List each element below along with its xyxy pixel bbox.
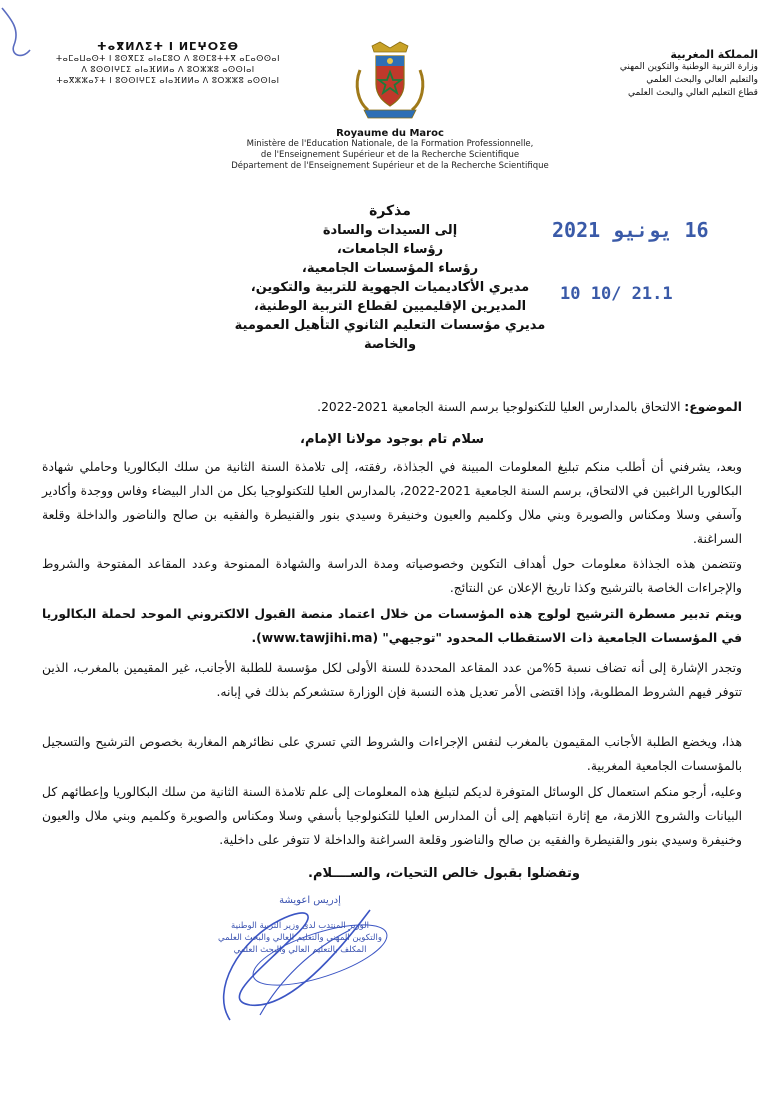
tifinagh-line-1: ⵜⴰⵎⴰⵡⴰⵙⵜ ⵏ ⵓⵙⴳⵎⵉ ⴰⵏⴰⵎⵓⵔ ⴷ ⵓⵙⵎⵓⵜⵜⴳ ⴰⵎⴰⵙⵙⴰⵏ	[56, 54, 280, 63]
coat-of-arms-icon	[352, 40, 428, 124]
recipient-line: مديري الأكاديميات الجهوية للتربية والتكوين،	[250, 280, 530, 295]
recipient-line: إلى السيدات والسادة	[322, 223, 458, 238]
closing-line: وتفضلوا بقبول خالص التحيات، والســــلام.	[308, 866, 580, 881]
signatory-name: إدريس اعويشة	[279, 895, 341, 906]
arabic-kingdom-title: المملكة المغربية	[670, 48, 758, 61]
memo-title: مذكرة	[369, 203, 411, 219]
reference-number-stamp: 10 10/ 21.1	[560, 284, 673, 304]
paragraph-2: وتتضمن هذه الجذاذة معلومات حول أهداف التكوين وخصوصياته ومدة الدراسة والشهادة الممنوحة وعدد المقاعد المفتوحة والشروط والإجراءات الخاصة بالترشيح وكذا تاريخ الإعلان عن النتائج.	[42, 557, 742, 595]
date-stamp: 16 يونيو 2021	[552, 218, 709, 242]
french-ministry-line-2: de l'Enseignement Supérieur et de la Recherche Scientifique	[260, 150, 520, 160]
subject-text: الالتحاق بالمدارس العليا للتكنولوجيا برسم السنة الجامعية 2021-2022.	[317, 400, 685, 414]
subject-line	[42, 395, 742, 419]
recipient-line: رؤساء المؤسسات الجامعية،	[301, 261, 479, 276]
signature-stamp-line: الوزير المنتدب لدى وزير التربية الوطنية	[231, 921, 369, 931]
tifinagh-line-2: ⴷ ⵓⵙⵙⵏⵖⵎⵉ ⴰⵏⴰⴼⵍⵍⴰ ⴷ ⵓⵔⵣⵣⵓ ⴰⵙⵙⵏⴰⵏ	[81, 65, 255, 74]
signature-stamp	[175, 920, 425, 956]
greeting: سلام تام بوجود مولانا الإمام،	[300, 432, 484, 447]
arabic-ministry-line-1: وزارة التربية الوطنية والتكوين المهني	[619, 62, 758, 72]
recipient-line: مديري مؤسسات التعليم الثانوي التأهيل العمومية والخاصة	[234, 318, 546, 352]
tifinagh-header	[18, 20, 318, 86]
paragraph-4: وتجدر الإشارة إلى أنه تضاف نسبة 5%من عدد المقاعد المحددة للسنة الأولى لكل مؤسسة للطلبة الأجانب، غير المقيمين بالمغرب، الذين تتوفر فيهم الشروط المطلوبة، وإذا اقتضى الأمر تعديل هذه النسبة فإن الوزارة ستشعركم بذلك في إبانه.	[42, 661, 742, 699]
recipient-line: رؤساء الجامعات،	[336, 242, 444, 257]
paragraph-5: هذا، ويخضع الطلبة الأجانب المقيمون بالمغرب لنفس الإجراءات والشروط التي تسري على نظائرهم المغاربة بخصوص الترشيح والتسجيل بالمؤسسات الجامعية المغربية.	[42, 735, 742, 773]
arabic-ministry-line-3: قطاع التعليم العالي والبحث العلمي	[627, 88, 758, 98]
tifinagh-title: ⵜⴰⴳⵍⴷⵉⵜ ⵏ ⵍⵎⵖⵔⵉⴱ	[96, 40, 239, 53]
memo-recipients-block	[230, 202, 550, 354]
paragraph-1: وبعد، يشرفني أن أطلب منكم تبليغ المعلومات المبينة في الجذاذة، رفقته، إلى تلامذة السنة الثانية من سلك البكالوريا وحاملي شهادة البكالوريا الراغبين في الالتحاق، برسم السنة الجامعية 2021-2022، بالمدارس العليا للتكنولوجيا بكل من الدار البيضاء وفاس ووجدة وأكادير وآسفي وسلا ومكناس والصويرة وبني ملال وكلميم والعيون وخنيفرة وسيدي بنور والقنيطرة والفقيه بن صالح والناضور والداخلة وقلعة السراغنة.	[42, 460, 742, 546]
french-header	[140, 128, 640, 172]
french-kingdom-title: Royaume du Maroc	[336, 128, 444, 139]
paragraph-3: ويتم تدبير مسطرة الترشيح لولوج هذه المؤسسات من خلال اعتماد منصة القبول الالكتروني الموحد لحملة البكالوريا في المؤسسات الجامعية ذات الاستقطاب المحدود "توجيهي" (www.tawjihi.ma).	[42, 607, 742, 645]
tifinagh-line-3: ⵜⴰⴳⵣⵣⴰⵢⵜ ⵏ ⵓⵙⵙⵏⵖⵎⵉ ⴰⵏⴰⴼⵍⵍⴰ ⴷ ⵓⵔⵣⵣⵓ ⴰⵙⵙⵏⴰⵏ	[56, 76, 280, 85]
signature-stamp-line: والتكوين المهني والتعليم العالي والبحث العلمي	[218, 933, 382, 943]
recipient-line: المديرين الإقليميين لقطاع التربية الوطنية،	[253, 299, 527, 314]
french-ministry-line-3: Département de l'Enseignement Supérieur et de la Recherche Scientifique	[231, 161, 549, 171]
arabic-header	[548, 48, 758, 100]
arabic-ministry-line-2: والتعليم العالي والبحث العلمي	[646, 75, 758, 85]
subject-label: الموضوع:	[684, 400, 742, 414]
signature-stamp-line: المكلف بالتعليم العالي والبحث العلمي	[233, 945, 367, 955]
paragraph-6: وعليه، أرجو منكم استعمال كل الوسائل المتوفرة لديكم لتبليغ هذه المعلومات إلى علم تلامذة السنة الثانية من سلك البكالوريا وإعطائهم كل البيانات والشروح اللازمة، مع إثارة انتباههم إلى أن المدارس العليا للتكنولوجيا بأسفي وسلا ومكناس والصويرة وكلميم وبني ملال والعيون وخنيفرة وسيدي بنور والقنيطرة والفقيه بن صالح والناضور وقلعة السراغنة والداخلة لا تتوفر على داخلية.	[42, 785, 742, 847]
french-ministry-line-1: Ministère de l'Education Nationale, de la Formation Professionnelle,	[246, 139, 534, 149]
